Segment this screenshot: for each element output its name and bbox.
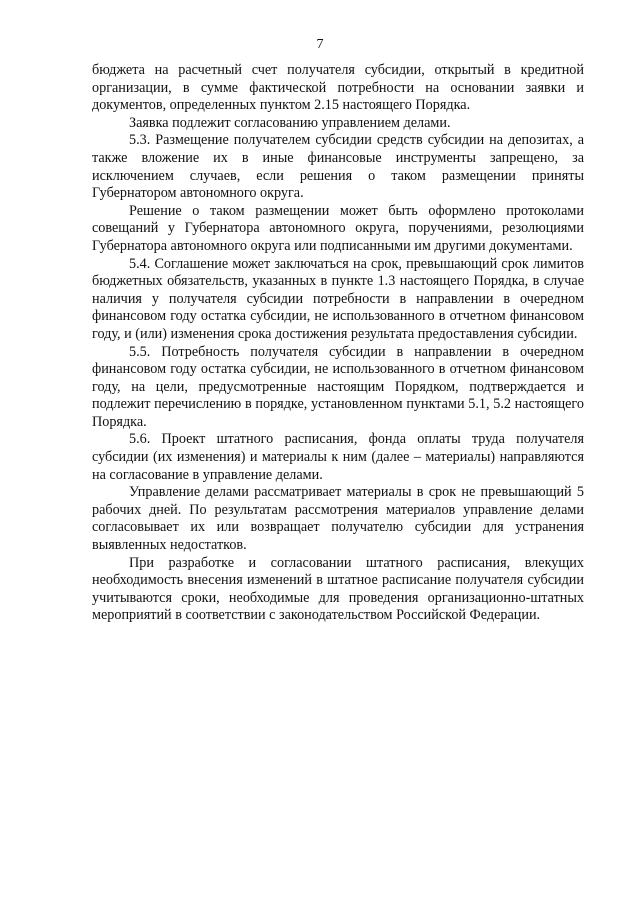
document-body (92, 62, 584, 625)
paragraph-5-4: 5.4. Соглашение может заключаться на срок, превышающий срок лимитов бюджетных обязательств, указанных в пункте 1.3 настоящего Порядка, в случае наличия у получателя субсидии потребности в направлении в очередном финансовом году остатка субсидии, не использованного в отчетном финансовом году, и (или) изменения срока достижения результата предоставления субсидии. (92, 255, 584, 342)
paragraph-5-5: 5.5. Потребность получателя субсидии в направлении в очередном финансовом году остатка субсидии, не использованного в отчетном финансовом году, на цели, предусмотренные настоящим Порядком, подтверждается и подлежит перечислению в порядке, установленном пунктами 5.1, 5.2 настоящего Порядка. (92, 343, 584, 430)
page-number: 7 (316, 37, 324, 52)
paragraph-application-approval: Заявка подлежит согласованию управлением делами. (129, 114, 451, 131)
paragraph-staffing-schedule: При разработке и согласовании штатного расписания, влекущих необходимость внесения изменений в штатное расписание получателя субсидии учитываются сроки, необходимые для проведения организационно-штатных мероприятий в соответствии с законодательством Российской Федерации. (92, 554, 584, 624)
paragraph-5-6: 5.6. Проект штатного расписания, фонда оплаты труда получателя субсидии (их изменения) и материалы к ним (далее – материалы) направляются на согласование в управление делами. (92, 431, 584, 483)
paragraph-budget-account: бюджета на расчетный счет получателя субсидии, открытый в кредитной организации, в сумме фактической потребности на основании заявки и документов, определенных пунктом 2.15 настоящего Порядка. (92, 62, 584, 114)
paragraph-placement-decision: Решение о таком размещении может быть оформлено протоколами совещаний у Губернатора автономного округа, поручениями, резолюциями Губернатора автономного округа или подписанными им другими документами. (92, 202, 584, 254)
paragraph-review-materials: Управление делами рассматривает материалы в срок не превышающий 5 рабочих дней. По результатам рассмотрения материалов управление делами согласовывает их или возвращает получателю субсидии для устранения выявленных недостатков. (92, 484, 584, 554)
paragraph-5-3: 5.3. Размещение получателем субсидии средств субсидии на депозитах, а также вложение их в иные финансовые инструменты запрещено, за исключением случаев, если решения о таком размещении приняты Губернатором автономного округа. (92, 132, 584, 202)
